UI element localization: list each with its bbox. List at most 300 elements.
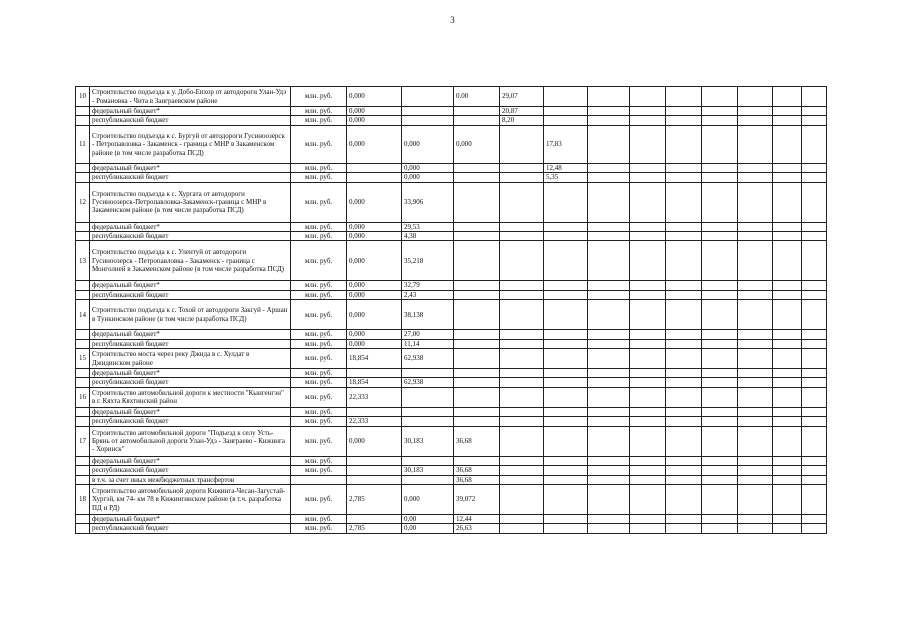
row-name: федеральный бюджет* [90, 163, 291, 172]
value-cell [773, 87, 802, 107]
value-cell [544, 182, 588, 222]
value-cell [773, 339, 802, 348]
value-cell: 0,000 [347, 241, 402, 281]
table-row [76, 232, 827, 241]
row-number [76, 330, 90, 339]
table-row [76, 387, 827, 407]
value-cell [802, 222, 827, 231]
value-cell [402, 87, 454, 107]
value-cell [544, 241, 588, 281]
row-name: Строительство подъезда к с. Бургуй от автодороги Гусиноозерск - Петропавловка - Закаменск - граница с МНР в Закаменском районе (в том числе разработка ПСД) [90, 125, 291, 163]
value-cell [702, 484, 738, 514]
value-cell [588, 300, 630, 330]
value-cell [402, 387, 454, 407]
row-unit: млн. руб. [291, 241, 347, 281]
value-cell: 0,000 [402, 484, 454, 514]
table-row [76, 369, 827, 378]
value-cell [588, 87, 630, 107]
row-name: федеральный бюджет* [90, 281, 291, 290]
value-cell [702, 407, 738, 416]
row-number [76, 232, 90, 241]
value-cell [666, 300, 702, 330]
value-cell: 0,000 [347, 107, 402, 116]
value-cell: 0,000 [402, 125, 454, 163]
value-cell [702, 330, 738, 339]
value-cell: 18,854 [347, 378, 402, 387]
value-cell [666, 514, 702, 523]
value-cell: 0,000 [347, 300, 402, 330]
value-cell [666, 484, 702, 514]
value-cell [347, 407, 402, 416]
value-cell [702, 369, 738, 378]
value-cell [544, 87, 588, 107]
value-cell [347, 369, 402, 378]
table-row [76, 456, 827, 465]
table-row [76, 125, 827, 163]
value-cell [630, 173, 666, 182]
row-name: федеральный бюджет* [90, 330, 291, 339]
value-cell: 17,83 [544, 125, 588, 163]
value-cell [702, 232, 738, 241]
value-cell [702, 417, 738, 426]
value-cell [588, 407, 630, 416]
value-cell [666, 466, 702, 475]
value-cell [500, 514, 544, 523]
value-cell [802, 378, 827, 387]
value-cell: 0,000 [347, 116, 402, 125]
value-cell [588, 514, 630, 523]
value-cell [500, 339, 544, 348]
value-cell [702, 475, 738, 484]
value-cell [544, 281, 588, 290]
value-cell [666, 456, 702, 465]
value-cell [454, 241, 500, 281]
value-cell [666, 232, 702, 241]
value-cell [588, 475, 630, 484]
value-cell: 0,00 [402, 524, 454, 533]
row-name: Строительство подъезда к с. Улентуй от автодороги Гусиноозерск - Петропавловка - Закаменск - граница с Монголией в Закаменском районе (в том числе разработка ПСД) [90, 241, 291, 281]
value-cell [702, 116, 738, 125]
row-unit: млн. руб. [291, 107, 347, 116]
value-cell [773, 387, 802, 407]
value-cell [588, 116, 630, 125]
value-cell [588, 378, 630, 387]
value-cell: 29,07 [500, 87, 544, 107]
value-cell [666, 222, 702, 231]
value-cell [773, 466, 802, 475]
row-number [76, 173, 90, 182]
row-number [76, 524, 90, 533]
row-unit: млн. руб. [291, 163, 347, 172]
value-cell [802, 125, 827, 163]
value-cell [454, 182, 500, 222]
value-cell [802, 369, 827, 378]
value-cell [544, 339, 588, 348]
row-number [76, 222, 90, 231]
value-cell [630, 116, 666, 125]
value-cell [666, 173, 702, 182]
value-cell [544, 107, 588, 116]
value-cell [666, 378, 702, 387]
row-name: федеральный бюджет* [90, 369, 291, 378]
row-name: Строительство подъезда к с. Хургата от автодороги Гусиноозерск-Петропавловка-Закаменск-граница с МНР в Закаменском районе (в том числе разработка ПСД) [90, 182, 291, 222]
value-cell [702, 349, 738, 369]
value-cell [630, 475, 666, 484]
row-name: федеральный бюджет* [90, 514, 291, 523]
value-cell [630, 466, 666, 475]
value-cell [347, 514, 402, 523]
row-name: республиканский бюджет [90, 417, 291, 426]
table-row [76, 349, 827, 369]
row-number: 16 [76, 387, 90, 407]
table-row [76, 87, 827, 107]
value-cell [630, 369, 666, 378]
value-cell: 26,63 [454, 524, 500, 533]
value-cell: 0,000 [347, 232, 402, 241]
value-cell [702, 524, 738, 533]
value-cell [738, 466, 773, 475]
value-cell [802, 475, 827, 484]
value-cell [630, 163, 666, 172]
row-number [76, 369, 90, 378]
value-cell [454, 281, 500, 290]
value-cell [666, 369, 702, 378]
value-cell [544, 222, 588, 231]
value-cell: 0,000 [347, 281, 402, 290]
value-cell [500, 232, 544, 241]
value-cell [802, 417, 827, 426]
value-cell [630, 107, 666, 116]
value-cell: 22,333 [347, 387, 402, 407]
value-cell: 2,43 [402, 290, 454, 299]
row-name: республиканский бюджет [90, 232, 291, 241]
value-cell [588, 222, 630, 231]
value-cell: 36,68 [454, 426, 500, 456]
value-cell: 62,938 [402, 349, 454, 369]
row-name: федеральный бюджет* [90, 407, 291, 416]
value-cell [702, 87, 738, 107]
value-cell [588, 387, 630, 407]
value-cell [773, 300, 802, 330]
row-unit: млн. руб. [291, 125, 347, 163]
row-number [76, 514, 90, 523]
value-cell [544, 387, 588, 407]
row-name: республиканский бюджет [90, 173, 291, 182]
value-cell [544, 466, 588, 475]
value-cell [347, 163, 402, 172]
row-number [76, 417, 90, 426]
value-cell [702, 107, 738, 116]
value-cell [630, 426, 666, 456]
value-cell [773, 232, 802, 241]
value-cell [630, 300, 666, 330]
value-cell [738, 387, 773, 407]
value-cell [588, 182, 630, 222]
value-cell: 39,072 [454, 484, 500, 514]
value-cell [738, 116, 773, 125]
value-cell: 0,000 [454, 125, 500, 163]
value-cell [666, 349, 702, 369]
value-cell [588, 290, 630, 299]
row-name: Строительство подъезда к с. Тохой от автодороги Закгуй - Аршан в Тункинском районе (в том числе разработка ПСД) [90, 300, 291, 330]
value-cell: 0,000 [347, 339, 402, 348]
value-cell [773, 369, 802, 378]
value-cell [454, 369, 500, 378]
value-cell [773, 107, 802, 116]
page-number: 3 [450, 15, 455, 25]
value-cell [738, 107, 773, 116]
value-cell: 0,000 [347, 125, 402, 163]
table-row [76, 300, 827, 330]
value-cell [588, 125, 630, 163]
value-cell: 0,000 [347, 426, 402, 456]
value-cell [454, 339, 500, 348]
row-number: 10 [76, 87, 90, 107]
value-cell [773, 349, 802, 369]
value-cell [454, 456, 500, 465]
value-cell [588, 426, 630, 456]
value-cell: 5,35 [544, 173, 588, 182]
value-cell [802, 232, 827, 241]
value-cell [544, 369, 588, 378]
value-cell [588, 524, 630, 533]
value-cell [666, 241, 702, 281]
value-cell: 0,000 [402, 163, 454, 172]
value-cell [666, 475, 702, 484]
value-cell: 38,138 [402, 300, 454, 330]
value-cell [702, 456, 738, 465]
value-cell [773, 182, 802, 222]
value-cell: 30,183 [402, 466, 454, 475]
value-cell [500, 125, 544, 163]
table-row [76, 281, 827, 290]
row-number [76, 281, 90, 290]
value-cell [773, 281, 802, 290]
value-cell [738, 300, 773, 330]
value-cell [802, 290, 827, 299]
row-number: 18 [76, 484, 90, 514]
row-number [76, 475, 90, 484]
table-row [76, 484, 827, 514]
value-cell [702, 125, 738, 163]
value-cell [773, 426, 802, 456]
value-cell [588, 466, 630, 475]
row-name: Строительство автомобильной дороги Кижинга-Чесан-Загустай-Хургэй, км 74- км 78 в Кижингинском районе (в т.ч. разработка ПД и РД) [90, 484, 291, 514]
row-number [76, 456, 90, 465]
row-unit: млн. руб. [291, 182, 347, 222]
value-cell [738, 514, 773, 523]
value-cell [738, 369, 773, 378]
value-cell [454, 330, 500, 339]
row-name: республиканский бюджет [90, 290, 291, 299]
value-cell [773, 475, 802, 484]
value-cell [454, 232, 500, 241]
table-row [76, 116, 827, 125]
value-cell [702, 339, 738, 348]
value-cell [588, 232, 630, 241]
value-cell [666, 116, 702, 125]
table-row [76, 330, 827, 339]
row-number: 13 [76, 241, 90, 281]
row-unit: млн. руб. [291, 349, 347, 369]
row-unit: млн. руб. [291, 369, 347, 378]
row-number [76, 407, 90, 416]
value-cell [588, 107, 630, 116]
table-row [76, 407, 827, 416]
value-cell [773, 378, 802, 387]
value-cell [500, 426, 544, 456]
value-cell: 0,000 [347, 87, 402, 107]
value-cell [802, 426, 827, 456]
value-cell [454, 107, 500, 116]
row-number [76, 466, 90, 475]
value-cell [666, 125, 702, 163]
value-cell [702, 300, 738, 330]
value-cell [630, 330, 666, 339]
value-cell [773, 116, 802, 125]
value-cell [454, 349, 500, 369]
value-cell [544, 456, 588, 465]
row-name: Строительство подъезда к у. Добо-Енхор от автодороги Улан-Удэ - Романовка - Чита в Заиграевском районе [90, 87, 291, 107]
value-cell [402, 456, 454, 465]
value-cell [773, 241, 802, 281]
value-cell [702, 173, 738, 182]
value-cell [544, 475, 588, 484]
value-cell: 0,000 [347, 222, 402, 231]
value-cell [802, 339, 827, 348]
value-cell [802, 407, 827, 416]
value-cell [802, 466, 827, 475]
value-cell [588, 330, 630, 339]
value-cell [402, 369, 454, 378]
value-cell [588, 484, 630, 514]
value-cell [702, 426, 738, 456]
table-row [76, 182, 827, 222]
value-cell [738, 163, 773, 172]
value-cell [500, 300, 544, 330]
value-cell [802, 107, 827, 116]
value-cell [666, 182, 702, 222]
value-cell [500, 173, 544, 182]
value-cell: 22,333 [347, 417, 402, 426]
value-cell [802, 524, 827, 533]
table-row [76, 241, 827, 281]
value-cell [347, 456, 402, 465]
value-cell [802, 387, 827, 407]
value-cell: 32,79 [402, 281, 454, 290]
table-row [76, 222, 827, 231]
value-cell [630, 417, 666, 426]
value-cell [347, 466, 402, 475]
value-cell [802, 300, 827, 330]
value-cell [500, 387, 544, 407]
value-cell: 30,183 [402, 426, 454, 456]
value-cell [500, 484, 544, 514]
table-row [76, 426, 827, 456]
row-number: 17 [76, 426, 90, 456]
value-cell [702, 163, 738, 172]
value-cell [588, 173, 630, 182]
value-cell: 35,218 [402, 241, 454, 281]
value-cell [454, 163, 500, 172]
row-name: Строительство автомобильной дороги "Подъезд к селу Усть-Брянь от автомобильной дороги Улан-Удэ - Заиграево - Кижинга - Хоринск" [90, 426, 291, 456]
value-cell [738, 475, 773, 484]
row-unit: млн. руб. [291, 426, 347, 456]
row-number: 14 [76, 300, 90, 330]
value-cell [544, 116, 588, 125]
value-cell [630, 484, 666, 514]
value-cell [666, 407, 702, 416]
value-cell [702, 182, 738, 222]
value-cell [738, 290, 773, 299]
value-cell [544, 417, 588, 426]
value-cell [802, 514, 827, 523]
value-cell [666, 524, 702, 533]
value-cell [500, 466, 544, 475]
value-cell [802, 456, 827, 465]
value-cell [630, 87, 666, 107]
value-cell: 0,00 [402, 514, 454, 523]
value-cell [500, 290, 544, 299]
value-cell [666, 281, 702, 290]
value-cell [802, 330, 827, 339]
value-cell [454, 300, 500, 330]
table-row [76, 475, 827, 484]
value-cell [702, 281, 738, 290]
table-row [76, 417, 827, 426]
value-cell [500, 281, 544, 290]
value-cell: 11,14 [402, 339, 454, 348]
value-cell: 8,20 [500, 116, 544, 125]
value-cell [500, 349, 544, 369]
value-cell [738, 378, 773, 387]
value-cell [773, 125, 802, 163]
value-cell [738, 222, 773, 231]
value-cell: 2,785 [347, 524, 402, 533]
row-number [76, 116, 90, 125]
value-cell [630, 349, 666, 369]
value-cell [588, 163, 630, 172]
table-row [76, 173, 827, 182]
value-cell [544, 514, 588, 523]
value-cell [630, 182, 666, 222]
value-cell [802, 241, 827, 281]
value-cell: 29,53 [402, 222, 454, 231]
value-cell [802, 349, 827, 369]
table-row [76, 163, 827, 172]
row-unit: млн. руб. [291, 173, 347, 182]
row-number [76, 107, 90, 116]
value-cell [738, 417, 773, 426]
value-cell [544, 426, 588, 456]
value-cell [773, 417, 802, 426]
row-unit: млн. руб. [291, 339, 347, 348]
value-cell [738, 349, 773, 369]
row-name: Строительство автомобильной дороги к местности "Кынгенгэн" в г. Кяхта Кяхтинский район [90, 387, 291, 407]
value-cell [773, 290, 802, 299]
value-cell [630, 222, 666, 231]
value-cell [802, 484, 827, 514]
value-cell [402, 475, 454, 484]
value-cell [738, 182, 773, 222]
value-cell [773, 514, 802, 523]
value-cell [588, 339, 630, 348]
value-cell [773, 407, 802, 416]
value-cell: 18,854 [347, 349, 402, 369]
table-row [76, 378, 827, 387]
value-cell [500, 369, 544, 378]
value-cell [630, 407, 666, 416]
